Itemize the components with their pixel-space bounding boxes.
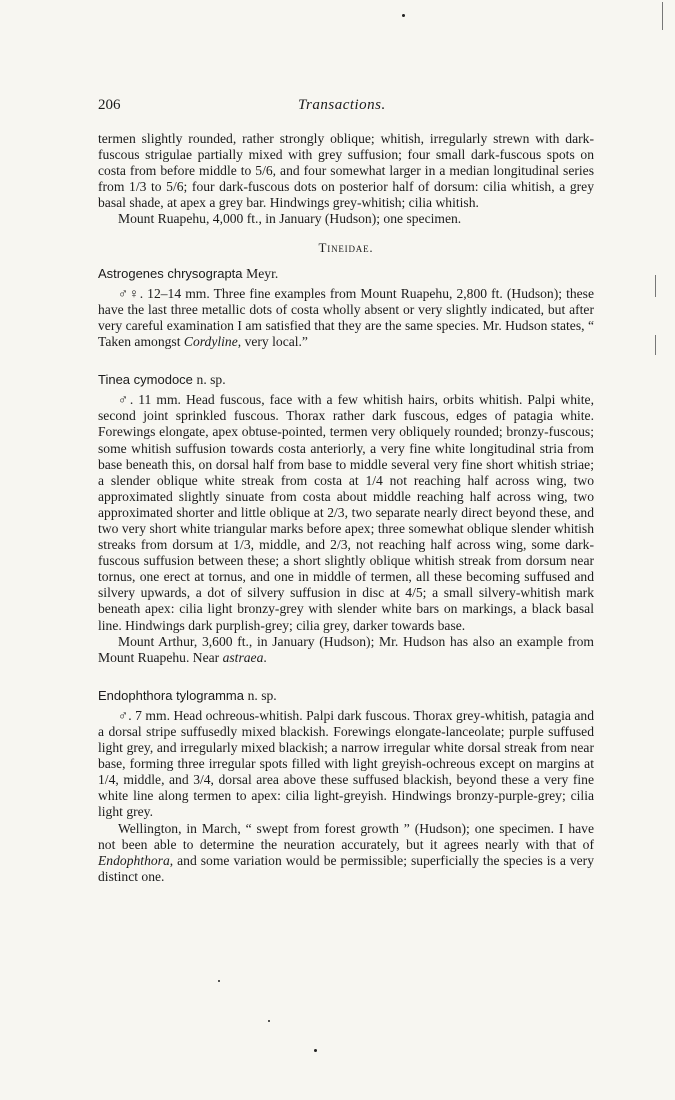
- scan-speck: [402, 14, 405, 17]
- species-name: Tinea cymodoce: [98, 372, 193, 388]
- species-name: Astrogenes chrysograpta: [98, 265, 243, 281]
- text-run: ♂♀. 12–14 mm. Three fine examples from Mount Ruapehu, 2,800 ft. (Hudson); these have the last three metallic dots of costa wholly absent or very slightly indicated, but after very careful examination I am satisfied that they are the same species. Mr. Hudson states, “ Taken amongst: [98, 285, 594, 350]
- page-header: [98, 97, 594, 117]
- scan-speck: [218, 980, 220, 982]
- section-heading: Tineidae.: [318, 239, 374, 255]
- species-author: Meyr.: [246, 265, 279, 281]
- species-heading: [98, 266, 594, 282]
- text-run: .: [263, 649, 267, 665]
- margin-mark: [662, 2, 663, 30]
- new-species-marker: n. sp.: [247, 687, 277, 703]
- scan-speck: [268, 1020, 270, 1022]
- text-run: , very local.”: [237, 334, 308, 350]
- species-heading: [98, 372, 594, 388]
- text-run: Wellington, in March, “ swept from forest growth ” (Hudson); one specimen. I have not been able to determine the neuration accurately, but it agrees nearly with that of: [98, 820, 594, 852]
- paragraph: termen slightly rounded, rather strongly oblique; whitish, irregularly strewn with dark-fuscous strigulae partially mixed with grey suffusion; four small dark-fuscous spots on costa from before middle to 5/6, and four somewhat larger in a median longitudinal series from 1/3 to 5/6; four dark-fuscous dots on posterior half of dorsum: cilia whitish, a grey basal shade, at apex a grey bar. Hindwings grey-whitish; cilia whitish.: [98, 131, 594, 211]
- margin-mark: [655, 335, 656, 355]
- scan-speck: [314, 1049, 317, 1052]
- text-body: [98, 131, 594, 885]
- margin-mark: [655, 275, 656, 297]
- italic-text: astraea: [222, 649, 264, 665]
- italic-text: Cordyline: [183, 334, 238, 350]
- paragraph: ♂. 7 mm. Head ochreous-whitish. Palpi dark fuscous. Thorax grey-whitish, patagia and a dorsal stripe suffusedly mixed blackish. Forewings elongate-lanceolate; purple suffused light grey, and irregularly mixed blackish; a narrow irregular white dorsal streak from near base, forming three irregular spots filled with light greyish-ochreous except on margins at 1/4, middle, and 3/4, dorsal area above these suffused blackish, beyond these a very fine white line along termen to apex: cilia light-greyish. Hindwings bronzy-purple-grey; cilia light grey.: [98, 707, 594, 820]
- italic-text: Endophthora: [98, 852, 170, 868]
- new-species-marker: n. sp.: [196, 372, 226, 388]
- page-number: 206: [98, 97, 121, 113]
- text-run: Mount Arthur, 3,600 ft., in January (Hudson); Mr. Hudson has also an example from Mount Ruapehu. Near: [98, 633, 594, 665]
- paragraph: Mount Ruapehu, 4,000 ft., in January (Hudson); one specimen.: [118, 211, 462, 227]
- paragraph: ♂. 11 mm. Head fuscous, face with a few whitish hairs, orbits whitish. Palpi white, second joint sprinkled fuscous. Thorax rather dark fuscous, edges of patagia white. Forewings elongate, apex obtuse-pointed, termen very obliquely rounded; bronzy-fuscous; some whitish suffusion towards costa anteriorly, a very fine white longitudinal stria from base beneath this, on dorsal half from base to middle several very fine short whitish striae; a slender oblique white streak from costa at 1/4 not reaching half across wing, two approximated slightly sinuate from costa about middle reaching half across wing, two approximated shorter and little oblique at 2/3, two separate nearly direct beyond these, and two very short white triangular marks before apex; three somewhat oblique slender whitish streaks from dorsum at 1/3, middle, and 2/3, not reaching half across wing, some dark-fuscous suffusion between these; a short slightly oblique whitish streak from dorsum near tornus, one erect at tornus, and one in middle of termen, all these becoming suffused and silvery upwards, a dot of silvery suffusion in disc at 4/5; a small silvery-whitish mark beneath apex: cilia light bronzy-grey with slender white bars on markings, a black basal line. Hindwings dark purplish-grey; cilia grey, darker towards base.: [98, 392, 594, 633]
- paragraph: [98, 821, 594, 885]
- paragraph: [98, 286, 594, 350]
- text-run: , and some variation would be permissible; superficially the species is a very distinct one.: [98, 852, 594, 884]
- species-name: Endophthora tylogramma: [98, 687, 244, 703]
- species-heading: [98, 688, 594, 704]
- running-title: Transactions.: [298, 97, 386, 113]
- paragraph: [98, 634, 594, 666]
